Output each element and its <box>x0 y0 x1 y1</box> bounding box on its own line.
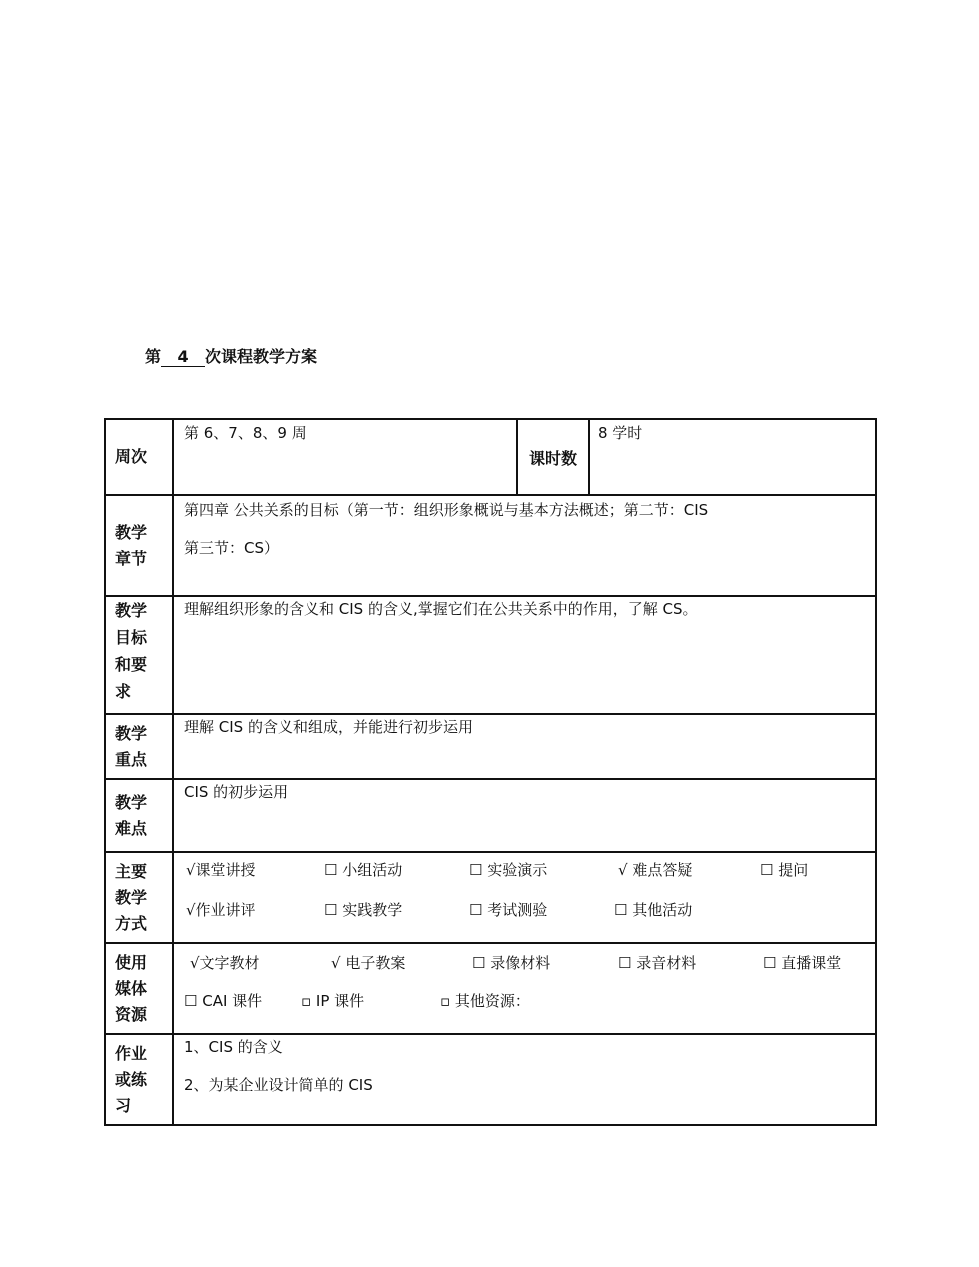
row-goals <box>106 597 875 715</box>
label-hours: 课时数 <box>518 420 590 494</box>
lesson-plan-table <box>104 418 877 1126</box>
title-suffix: 次课程教学方案 <box>205 347 318 366</box>
row-week <box>106 420 875 496</box>
label-difficulties: 教学难点 <box>106 780 174 851</box>
label-goals: 教学目标和要求 <box>106 597 174 713</box>
plan-title <box>145 344 317 367</box>
label-chapter: 教学章节 <box>106 496 174 595</box>
option-other-resources: ▫ 其他资源： <box>440 992 530 1010</box>
difficulties-content <box>174 780 875 851</box>
row-difficulties <box>106 780 875 853</box>
week-value: 第 6、7、8、9 周 <box>174 420 518 494</box>
option-live-class: ☐ 直播课堂 <box>763 954 842 972</box>
label-key-points: 教学重点 <box>106 715 174 778</box>
goals-text: 理解组织形象的含义和 CIS 的含义,掌握它们在公共关系中的作用，了解 CS。 <box>184 600 698 618</box>
row-chapter <box>106 496 875 597</box>
key-points-content <box>174 715 875 778</box>
option-video-material: ☐ 录像材料 <box>472 954 551 972</box>
option-homework-review: √作业讲评 <box>186 901 256 919</box>
option-difficulty-qa: √ 难点答疑 <box>618 861 693 879</box>
row-media <box>106 944 875 1035</box>
title-number: 4 <box>161 348 205 367</box>
option-audio-material: ☐ 录音材料 <box>618 954 697 972</box>
chapter-line: 第四章 公共关系的目标（第一节：组织形象概说与基本方法概述；第二节：CIS <box>184 501 709 519</box>
homework-item: 2、为某企业设计简单的 CIS <box>184 1076 373 1094</box>
media-content <box>174 944 875 1033</box>
option-lecture: √课堂讲授 <box>186 861 256 879</box>
chapter-line: 第三节：CS） <box>184 539 279 557</box>
hours-value: 8 学时 <box>598 424 643 442</box>
row-methods <box>106 853 875 944</box>
option-ip-courseware: ▫ IP 课件 <box>301 992 365 1010</box>
homework-item: 1、CIS 的含义 <box>184 1038 283 1056</box>
homework-content <box>174 1035 875 1124</box>
title-prefix: 第 <box>145 347 162 366</box>
option-questions: ☐ 提问 <box>760 861 809 879</box>
difficulties-text: CIS 的初步运用 <box>184 783 289 801</box>
option-text-material: √文字教材 <box>190 954 260 972</box>
chapter-content <box>174 496 875 595</box>
row-homework <box>106 1035 875 1124</box>
option-experiment-demo: ☐ 实验演示 <box>469 861 548 879</box>
option-cai-courseware: ☐ CAI 课件 <box>184 992 263 1010</box>
label-media: 使用媒体资源 <box>106 944 174 1033</box>
methods-content <box>174 853 875 942</box>
option-group-activity: ☐ 小组活动 <box>324 861 403 879</box>
label-methods: 主要教学方式 <box>106 853 174 942</box>
label-homework: 作业或练习 <box>106 1035 174 1124</box>
option-other-activity: ☐ 其他活动 <box>614 901 693 919</box>
option-practice: ☐ 实践教学 <box>324 901 403 919</box>
goals-content <box>174 597 875 713</box>
label-week: 周次 <box>106 420 174 494</box>
row-key-points <box>106 715 875 780</box>
option-exam: ☐ 考试测验 <box>469 901 548 919</box>
key-points-text: 理解 CIS 的含义和组成，并能进行初步运用 <box>184 718 473 736</box>
option-e-lesson-plan: √ 电子教案 <box>331 954 406 972</box>
